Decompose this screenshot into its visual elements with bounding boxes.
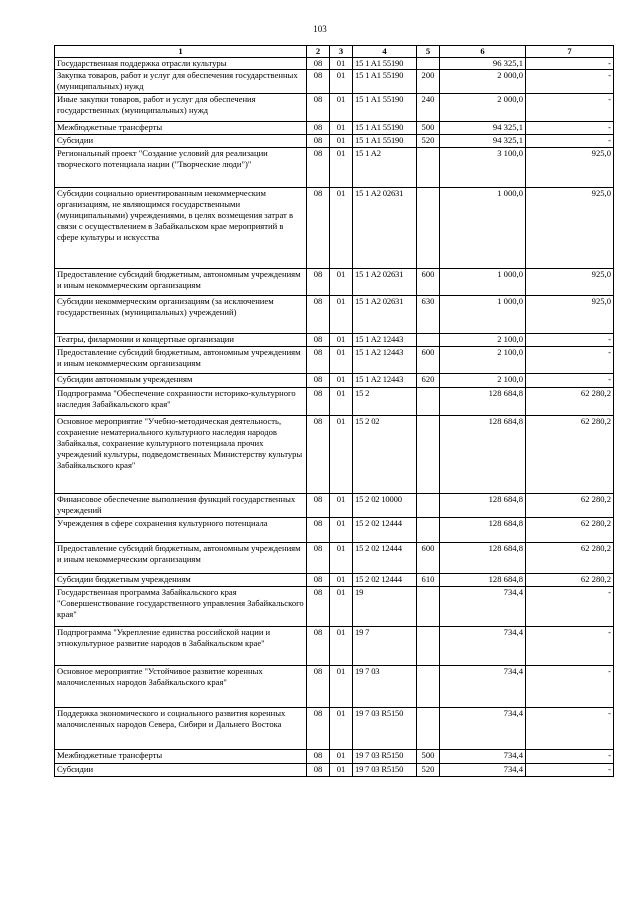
target-article-cell: 15 1 A1 55190: [353, 122, 417, 135]
expense-type-cell: [417, 188, 440, 269]
subsection-code-cell: 01: [330, 296, 353, 334]
subsection-code-cell: 01: [330, 70, 353, 94]
row-name-cell: Субсидии автономным учреждениям: [55, 374, 307, 388]
amount-cell: 734,4: [440, 750, 526, 764]
expense-type-cell: 500: [417, 122, 440, 135]
expense-type-cell: [417, 518, 440, 543]
target-article-cell: 15 1 A2 02631: [353, 296, 417, 334]
section-code-cell: 08: [307, 135, 330, 148]
column-header: 2: [307, 46, 330, 58]
amount-cell: 734,4: [440, 666, 526, 708]
amount-cell: 3 100,0: [440, 148, 526, 188]
section-code-cell: 08: [307, 543, 330, 574]
amount-cell: 925,0: [526, 148, 614, 188]
table-row: [55, 518, 614, 543]
subsection-code-cell: 01: [330, 494, 353, 518]
page-number: 103: [313, 24, 327, 34]
section-code-cell: 08: [307, 574, 330, 587]
target-article-cell: 15 1 A1 55190: [353, 58, 417, 70]
amount-cell: 2 000,0: [440, 70, 526, 94]
amount-cell: 734,4: [440, 627, 526, 666]
expense-type-cell: 610: [417, 574, 440, 587]
table-row: [55, 543, 614, 574]
expense-type-cell: [417, 58, 440, 70]
section-code-cell: 08: [307, 518, 330, 543]
amount-cell: -: [526, 94, 614, 122]
amount-cell: -: [526, 587, 614, 627]
subsection-code-cell: 01: [330, 347, 353, 374]
expense-type-cell: [417, 334, 440, 347]
section-code-cell: 08: [307, 94, 330, 122]
expense-type-cell: [417, 148, 440, 188]
section-code-cell: 08: [307, 347, 330, 374]
table-row: [55, 574, 614, 587]
table-row: [55, 135, 614, 148]
row-name-cell: Субсидии социально ориентированным некоммерческим организациям, не являющимся государственными (муниципальными) учреждениями, в целях возмещения затрат в связи с осуществлением в Забайкальском крае мероприятий в сфере культуры и искусства: [55, 188, 307, 269]
row-name-cell: Иные закупки товаров, работ и услуг для обеспечения государственных (муниципальных) нужд: [55, 94, 307, 122]
table-row: [55, 148, 614, 188]
target-article-cell: 15 1 A2: [353, 148, 417, 188]
amount-cell: -: [526, 627, 614, 666]
row-name-cell: Основное мероприятие "Учебно-методическая деятельность, сохранение нематериального культурного наследия народов Забайкалья, сохранение культурного потенциала прочих учреждений культуры, подведомственных Министерству культуры Забайкальского края": [55, 416, 307, 494]
row-name-cell: Региональный проект "Создание условий для реализации творческого потенциала нации ("Творческие люди")": [55, 148, 307, 188]
section-code-cell: 08: [307, 666, 330, 708]
row-name-cell: Закупка товаров, работ и услуг для обеспечения государственных (муниципальных) нужд: [55, 70, 307, 94]
table-row: [55, 388, 614, 416]
amount-cell: 94 325,1: [440, 122, 526, 135]
amount-cell: -: [526, 764, 614, 777]
target-article-cell: 15 2: [353, 388, 417, 416]
target-article-cell: 15 2 02 12444: [353, 543, 417, 574]
amount-cell: 128 684,8: [440, 543, 526, 574]
amount-cell: 62 280,2: [526, 494, 614, 518]
section-code-cell: 08: [307, 188, 330, 269]
subsection-code-cell: 01: [330, 148, 353, 188]
amount-cell: 2 100,0: [440, 334, 526, 347]
row-name-cell: Театры, филармонии и концертные организации: [55, 334, 307, 347]
subsection-code-cell: 01: [330, 135, 353, 148]
target-article-cell: 15 1 A1 55190: [353, 70, 417, 94]
expense-type-cell: 200: [417, 70, 440, 94]
table-row: [55, 334, 614, 347]
row-name-cell: Предоставление субсидий бюджетным, автономным учреждениям и иным некоммерческим организациям: [55, 347, 307, 374]
expense-type-cell: 600: [417, 269, 440, 296]
target-article-cell: 19 7 03 R5150: [353, 708, 417, 750]
section-code-cell: 08: [307, 764, 330, 777]
target-article-cell: 15 1 A2 12443: [353, 334, 417, 347]
row-name-cell: Основное мероприятие "Устойчивое развитие коренных малочисленных народов Забайкальского края": [55, 666, 307, 708]
column-header: 1: [55, 46, 307, 58]
amount-cell: 2 100,0: [440, 374, 526, 388]
amount-cell: 128 684,8: [440, 388, 526, 416]
subsection-code-cell: 01: [330, 388, 353, 416]
row-name-cell: Предоставление субсидий бюджетным, автономным учреждениям и иным некоммерческим организациям: [55, 269, 307, 296]
subsection-code-cell: 01: [330, 574, 353, 587]
target-article-cell: 15 1 A1 55190: [353, 94, 417, 122]
row-name-cell: Финансовое обеспечение выполнения функций государственных учреждений: [55, 494, 307, 518]
amount-cell: -: [526, 666, 614, 708]
amount-cell: -: [526, 708, 614, 750]
table-row: [55, 296, 614, 334]
section-code-cell: 08: [307, 296, 330, 334]
expense-type-cell: 600: [417, 347, 440, 374]
subsection-code-cell: 01: [330, 627, 353, 666]
expense-type-cell: 520: [417, 135, 440, 148]
table-row: [55, 94, 614, 122]
row-name-cell: Межбюджетные трансферты: [55, 122, 307, 135]
subsection-code-cell: 01: [330, 764, 353, 777]
table-row: [55, 750, 614, 764]
section-code-cell: 08: [307, 374, 330, 388]
amount-cell: 925,0: [526, 269, 614, 296]
target-article-cell: 19 7 03 R5150: [353, 750, 417, 764]
table-row: [55, 122, 614, 135]
amount-cell: -: [526, 374, 614, 388]
expense-type-cell: 620: [417, 374, 440, 388]
row-name-cell: Учреждения в сфере сохранения культурного потенциала: [55, 518, 307, 543]
table-row: [55, 416, 614, 494]
amount-cell: 62 280,2: [526, 388, 614, 416]
target-article-cell: 15 2 02 12444: [353, 518, 417, 543]
subsection-code-cell: 01: [330, 416, 353, 494]
column-header: 5: [417, 46, 440, 58]
amount-cell: -: [526, 70, 614, 94]
amount-cell: 128 684,8: [440, 494, 526, 518]
amount-cell: 62 280,2: [526, 416, 614, 494]
table-row: [55, 708, 614, 750]
expense-type-cell: 240: [417, 94, 440, 122]
row-name-cell: Государственная поддержка отрасли культуры: [55, 58, 307, 70]
amount-cell: 734,4: [440, 708, 526, 750]
expense-type-cell: 520: [417, 764, 440, 777]
table-header-row: [55, 46, 614, 58]
target-article-cell: 15 1 A1 55190: [353, 135, 417, 148]
target-article-cell: 15 2 02 10000: [353, 494, 417, 518]
section-code-cell: 08: [307, 269, 330, 296]
amount-cell: -: [526, 122, 614, 135]
section-code-cell: 08: [307, 334, 330, 347]
expense-type-cell: 500: [417, 750, 440, 764]
table-row: [55, 587, 614, 627]
table-body: [55, 58, 614, 777]
target-article-cell: 19 7: [353, 627, 417, 666]
target-article-cell: 19 7 03 R5150: [353, 764, 417, 777]
subsection-code-cell: 01: [330, 666, 353, 708]
column-header: 7: [526, 46, 614, 58]
subsection-code-cell: 01: [330, 122, 353, 135]
amount-cell: 2 100,0: [440, 347, 526, 374]
row-name-cell: Государственная программа Забайкальского края "Совершенствование государственного управления Забайкальского края": [55, 587, 307, 627]
target-article-cell: 19 7 03: [353, 666, 417, 708]
table-row: [55, 347, 614, 374]
column-header: 4: [353, 46, 417, 58]
amount-cell: 128 684,8: [440, 574, 526, 587]
column-header: 6: [440, 46, 526, 58]
amount-cell: 62 280,2: [526, 543, 614, 574]
section-code-cell: 08: [307, 122, 330, 135]
row-name-cell: Межбюджетные трансферты: [55, 750, 307, 764]
amount-cell: -: [526, 58, 614, 70]
row-name-cell: Субсидии некоммерческим организациям (за исключением государственных (муниципальных) учреждений): [55, 296, 307, 334]
table-row: [55, 764, 614, 777]
expense-type-cell: [417, 708, 440, 750]
subsection-code-cell: 01: [330, 518, 353, 543]
subsection-code-cell: 01: [330, 269, 353, 296]
expense-type-cell: [417, 388, 440, 416]
table-row: [55, 666, 614, 708]
target-article-cell: 19: [353, 587, 417, 627]
amount-cell: 1 000,0: [440, 188, 526, 269]
target-article-cell: 15 2 02: [353, 416, 417, 494]
subsection-code-cell: 01: [330, 94, 353, 122]
section-code-cell: 08: [307, 708, 330, 750]
subsection-code-cell: 01: [330, 188, 353, 269]
table-row: [55, 58, 614, 70]
subsection-code-cell: 01: [330, 334, 353, 347]
amount-cell: 1 000,0: [440, 269, 526, 296]
subsection-code-cell: 01: [330, 708, 353, 750]
subsection-code-cell: 01: [330, 543, 353, 574]
amount-cell: 734,4: [440, 764, 526, 777]
row-name-cell: Подпрограмма "Обеспечение сохранности историко-культурного наследия Забайкальского края": [55, 388, 307, 416]
amount-cell: -: [526, 347, 614, 374]
amount-cell: -: [526, 334, 614, 347]
expense-type-cell: 630: [417, 296, 440, 334]
target-article-cell: 15 1 A2 02631: [353, 269, 417, 296]
section-code-cell: 08: [307, 70, 330, 94]
table-row: [55, 188, 614, 269]
table-row: [55, 70, 614, 94]
section-code-cell: 08: [307, 494, 330, 518]
amount-cell: -: [526, 135, 614, 148]
section-code-cell: 08: [307, 148, 330, 188]
section-code-cell: 08: [307, 587, 330, 627]
table-row: [55, 374, 614, 388]
row-name-cell: Предоставление субсидий бюджетным, автономным учреждениям и иным некоммерческим организациям: [55, 543, 307, 574]
table-row: [55, 269, 614, 296]
subsection-code-cell: 01: [330, 587, 353, 627]
target-article-cell: 15 1 A2 12443: [353, 347, 417, 374]
column-header: 3: [330, 46, 353, 58]
section-code-cell: 08: [307, 750, 330, 764]
expense-type-cell: [417, 627, 440, 666]
amount-cell: 94 325,1: [440, 135, 526, 148]
target-article-cell: 15 1 A2 02631: [353, 188, 417, 269]
expense-type-cell: [417, 416, 440, 494]
target-article-cell: 15 2 02 12444: [353, 574, 417, 587]
row-name-cell: Субсидии: [55, 135, 307, 148]
amount-cell: -: [526, 750, 614, 764]
row-name-cell: Подпрограмма "Укрепление единства российской нации и этнокультурное развитие народов в Забайкальском крае": [55, 627, 307, 666]
expense-type-cell: [417, 587, 440, 627]
amount-cell: 925,0: [526, 296, 614, 334]
amount-cell: 128 684,8: [440, 518, 526, 543]
amount-cell: 2 000,0: [440, 94, 526, 122]
amount-cell: 96 325,1: [440, 58, 526, 70]
amount-cell: 1 000,0: [440, 296, 526, 334]
table-row: [55, 494, 614, 518]
target-article-cell: 15 1 A2 12443: [353, 374, 417, 388]
section-code-cell: 08: [307, 388, 330, 416]
amount-cell: 62 280,2: [526, 574, 614, 587]
subsection-code-cell: 01: [330, 374, 353, 388]
expense-type-cell: 600: [417, 543, 440, 574]
subsection-code-cell: 01: [330, 58, 353, 70]
subsection-code-cell: 01: [330, 750, 353, 764]
row-name-cell: Субсидии: [55, 764, 307, 777]
expense-type-cell: [417, 666, 440, 708]
row-name-cell: Субсидии бюджетным учреждениям: [55, 574, 307, 587]
section-code-cell: 08: [307, 58, 330, 70]
amount-cell: 734,4: [440, 587, 526, 627]
budget-table: [54, 45, 614, 777]
section-code-cell: 08: [307, 627, 330, 666]
expense-type-cell: [417, 494, 440, 518]
row-name-cell: Поддержка экономического и социального развития коренных малочисленных народов Севера, Сибири и Дальнего Востока: [55, 708, 307, 750]
amount-cell: 62 280,2: [526, 518, 614, 543]
amount-cell: 128 684,8: [440, 416, 526, 494]
section-code-cell: 08: [307, 416, 330, 494]
amount-cell: 925,0: [526, 188, 614, 269]
table-row: [55, 627, 614, 666]
